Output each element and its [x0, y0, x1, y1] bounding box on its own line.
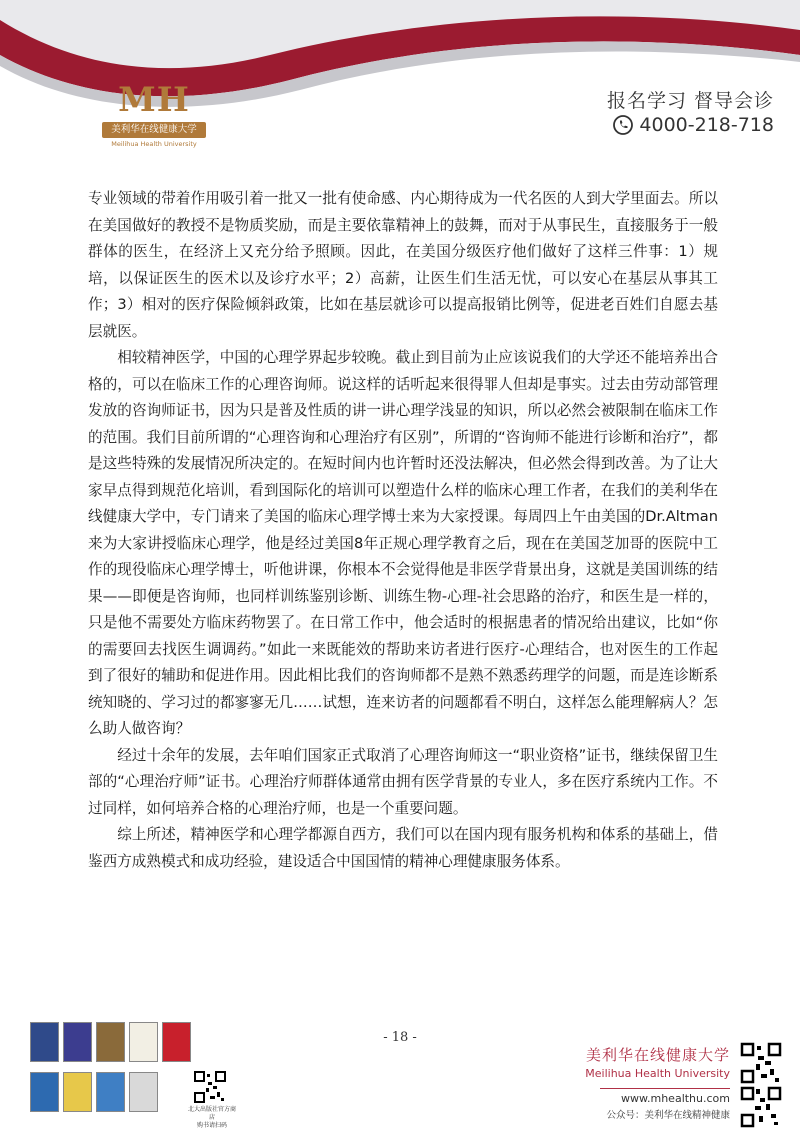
paragraph: 专业领域的带着作用吸引着一批又一批有使命感、内心期待成为一代名医的人到大学里面去。所以在美国做好的教授不是物质奖励，而是主要依靠精神上的鼓舞，而对于从事民生，直接服务于一般群体的医生，在经济上又充分给予照顾。因此，在美国分级医疗他们做好了这样三件事：1）规培，以保证医生的医术以及诊疗水平；2）高薪，让医生们生活无忧，可以安心在基层从事其工作；3）相对的医疗保险倾斜政策，比如在基层就诊可以提高报销比例等，促进老百姓们自愿去基层就医。	[88, 190, 718, 340]
book-cover	[96, 1022, 125, 1062]
header-phone	[613, 114, 774, 136]
book-cover	[162, 1022, 191, 1062]
phone-icon	[613, 115, 633, 135]
qr-code[interactable]	[740, 1042, 782, 1084]
logo-english-text: Meilihua Health University	[111, 140, 197, 148]
article-body	[88, 186, 718, 875]
book-cover	[129, 1022, 158, 1062]
logo-band-text: 美利华在线健康大学	[102, 122, 206, 138]
header-slogan: 报名学习 督导会诊	[606, 90, 774, 112]
book-cover	[30, 1022, 59, 1062]
page-number: - 18 -	[383, 1030, 417, 1045]
mh-logo	[98, 78, 210, 160]
book-cover	[63, 1072, 92, 1112]
footer-url[interactable]: www.mhealthu.com	[621, 1092, 730, 1105]
book-cover	[129, 1072, 158, 1112]
footer-cn-name: 美利华在线健康大学	[585, 1046, 730, 1064]
footer-divider	[600, 1088, 730, 1089]
qr-code[interactable]	[740, 1086, 782, 1128]
book-cover	[96, 1072, 125, 1112]
book-covers	[30, 1018, 190, 1118]
phone-number: 4000-218-718	[639, 114, 774, 136]
book-cover	[63, 1022, 92, 1062]
book-store-qr-code[interactable]	[193, 1070, 227, 1104]
book-cover	[30, 1072, 59, 1112]
paragraph: 综上所述，精神医学和心理学都源自西方，我们可以在国内现有服务机构和体系的基础上，借鉴西方成熟模式和成功经验，建设适合中国国情的精神心理健康服务体系。	[88, 826, 718, 870]
footer-en-name: Meilihua Health University	[585, 1067, 730, 1080]
logo-letters: MH	[118, 80, 190, 120]
book-store-note: 北大出版社官方商店 购书请扫码	[187, 1106, 236, 1129]
footer-wechat: 公众号：美利华在线精神健康	[606, 1110, 730, 1121]
paragraph: 经过十余年的发展，去年咱们国家正式取消了心理咨询师这一“职业资格”证书，继续保留卫生部的“心理治疗师”证书。心理治疗师群体通常由拥有医学背景的专业人，多在医疗系统内工作。不过同样，如何培养合格的心理治疗师，也是一个重要问题。	[88, 746, 718, 817]
footer-brand	[585, 1044, 730, 1121]
paragraph: 相较精神医学，中国的心理学界起步较晚。截止到目前为止应该说我们的大学还不能培养出合格的，可以在临床工作的心理咨询师。说这样的话听起来很得罪人但却是事实。过去由劳动部管理发放的咨询师证书，因为只是普及性质的讲一讲心理学浅显的知识，所以必然会被限制在临床工作的范围。我们目前所谓的“心理咨询和心理治疗有区别”，所谓的“咨询师不能进行诊断和治疗”，都是这些特殊的发展情况所决定的。在短时间内也许暂时还没法解决，但必然会得到改善。为了让大家早点得到规范化培训，看到国际化的培训可以塑造什么样的临床心理工作者，在我们的美利华在线健康大学中，专门请来了美国的临床心理学博士来为大家授课。每周四上午由美国的Dr.Altman来为大家讲授临床心理学，他是经过美国8年正规心理学教育之后，现在在美国芝加哥的医院中工作的现役临床心理学博士，听他讲课，你根本不会觉得他是非医学背景出身，这就是美国训练的结果——即便是咨询师，也同样训练鉴别诊断、训练生物-心理-社会思路的治疗，和医生是一样的，只是他不需要处方临床药物罢了。在日常工作中，他会适时的根据患者的情况给出建议，比如“你的需要回去找医生调调药。”如此一来既能效的帮助来访者进行医疗-心理结合，也对医生的工作起到了很好的辅助和促进作用。因此相比我们的咨询师都不是熟不熟悉药理学的问题，而是连诊断系统知晓的、学习过的都寥寥无几……试想，连来访者的问题都看不明白，这样怎么能理解病人？怎么助人做咨询？	[88, 349, 718, 737]
